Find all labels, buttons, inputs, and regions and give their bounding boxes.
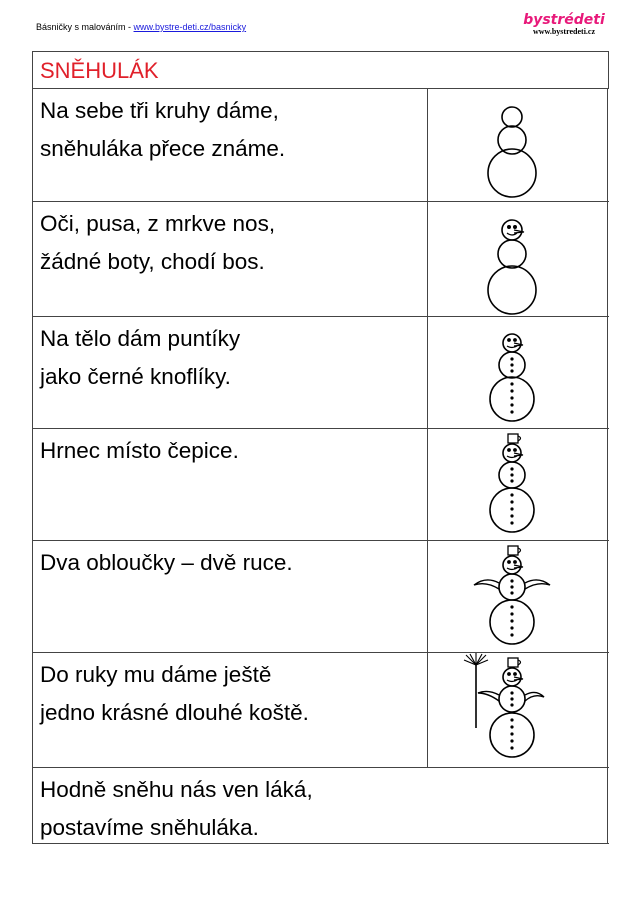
logo-url: www.bystredeti.cz xyxy=(532,27,596,36)
poem-title: SNĚHULÁK xyxy=(40,58,159,83)
verse-line: Na sebe tři kruhy dáme, xyxy=(40,98,279,123)
verse-line: jedno krásné dlouhé koště. xyxy=(40,700,309,725)
site-logo[interactable] xyxy=(516,12,612,36)
verse-row xyxy=(33,541,609,653)
snowman-step-4-picture xyxy=(428,429,608,540)
snowman-step-5-picture xyxy=(428,541,608,652)
verse-text xyxy=(33,202,428,316)
verse-line: Na tělo dám puntíky xyxy=(40,326,241,351)
verse-line: jako černé knoflíky. xyxy=(40,364,231,389)
verse-row xyxy=(33,202,609,317)
verse-line: Hrnec místo čepice. xyxy=(40,438,239,463)
poem-table xyxy=(32,51,609,844)
verse-line: Do ruky mu dáme ještě xyxy=(40,662,272,687)
verse-line: Oči, pusa, z mrkve nos, xyxy=(40,211,276,236)
verse-line: Hodně sněhu nás ven láká, xyxy=(40,777,313,802)
verse-row xyxy=(33,89,609,202)
verse-text xyxy=(33,429,428,540)
logo-name: bystrédeti xyxy=(523,12,605,28)
title-row xyxy=(33,52,609,89)
verse-text xyxy=(33,89,428,201)
verse-text xyxy=(33,541,428,652)
snowman-step-6-picture xyxy=(428,653,608,767)
final-verse-row xyxy=(33,768,609,844)
snowman-step-2-picture xyxy=(428,202,608,316)
snowman-step-3-picture xyxy=(428,317,608,428)
verse-line: Dva obloučky – dvě ruce. xyxy=(40,550,293,575)
verse-line: postavíme sněhuláka. xyxy=(40,815,259,840)
verse-line: žádné boty, chodí bos. xyxy=(40,249,265,274)
verse-row xyxy=(33,429,609,541)
verse-text xyxy=(33,317,428,428)
snowman-step-1-picture xyxy=(428,89,608,201)
header-text: Básničky s malováním - xyxy=(36,22,134,32)
final-verse-text xyxy=(33,768,608,843)
verse-text xyxy=(33,653,428,767)
verse-row xyxy=(33,317,609,429)
verse-row xyxy=(33,653,609,768)
header-link[interactable]: www.bystre-deti.cz/basnicky xyxy=(133,22,247,32)
page-header xyxy=(36,22,246,32)
verse-line: sněhuláka přece známe. xyxy=(40,136,286,161)
